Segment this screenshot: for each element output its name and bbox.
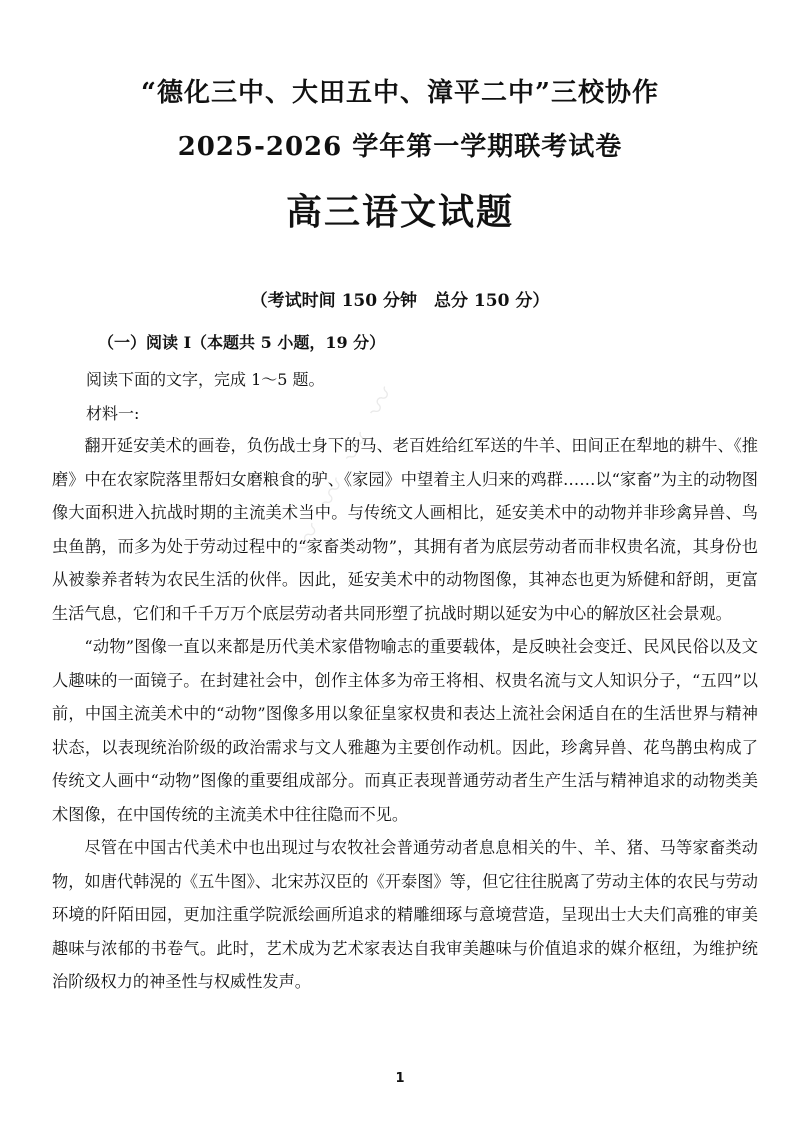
paragraph-3: 尽管在中国古代美术中也出现过与农牧社会普通劳动者息息相关的牛、羊、猪、马等家畜类动物，如唐代韩滉的《五牛图》、北宋苏汉臣的《开泰图》等，但它往往脱离了劳动主体的农民与劳动环境的阡陌田园，更加注重学院派绘画所追求的精雕细琢与意境营造，呈现出士大夫们高雅的审美趣味与浓郁的书卷气。此时，艺术成为艺术家表达自我审美趣味与价值追求的媒介枢纽，为维护统治阶级权力的神圣性与权威性发声。 [52, 838, 758, 991]
exam-term-title: 2025-2026 学年第一学期联考试卷 [177, 132, 623, 162]
page-number: 1 [395, 1071, 405, 1086]
reading-instruction: 阅读下面的文字，完成 1～5 题。 [86, 370, 325, 389]
subject-title: 高三语文试题 [285, 191, 514, 233]
reading-passage [52, 429, 758, 999]
paragraph-1: 翻开延安美术的画卷，负伤战士身下的马、老百姓给红军送的牛羊、田间正在犁地的耕牛、《推磨》中在农家院落里帮妇女磨粮食的驴、《家园》中望着主人归来的鸡群……以“家畜”为主的动物图像大面积进入抗战时期的主流美术当中。与传统文人画相比，延安美术中的动物并非珍禽异兽、鸟虫鱼鹊，而多为处于劳动过程中的“家畜类动物”，其拥有者为底层劳动者而非权贵名流，其身份也从被豢养者转为农民生活的伙伴。因此，延安美术中的动物图像，其神态也更为矫健和舒朗，更富生活气息，它们和千千万万个底层劳动者共同形塑了抗战时期以延安为中心的解放区社会景观。 [52, 436, 758, 623]
school-collaboration-title: “德化三中、大田五中、漳平二中”三校协作 [141, 78, 659, 108]
watermark: 〰 〰 〰 〰 [287, 375, 408, 561]
section-heading: （一）阅读 I（本题共 5 小题，19 分） [98, 333, 386, 352]
paragraph-2: “动物”图像一直以来都是历代美术家借物喻志的重要载体，是反映社会变迁、民风民俗以及文人趣味的一面镜子。在封建社会中，创作主体多为帝王将相、权贵名流与文人知识分子，“五四”以前，中国主流美术中的“动物”图像多用以象征皇家权贵和表达上流社会闲适自在的生活世界与精神状态，以表现统治阶级的政治需求与文人雅趣为主要创作动机。因此，珍禽异兽、花鸟鹊虫构成了传统文人画中“动物”图像的重要组成部分。而真正表现普通劳动者生产生活与精神追求的动物类美术图像，在中国传统的主流美术中往往隐而不见。 [52, 637, 758, 824]
material-label: 材料一: [86, 404, 140, 423]
exam-time-and-score: （考试时间 150 分钟 总分 150 分） [250, 291, 550, 311]
